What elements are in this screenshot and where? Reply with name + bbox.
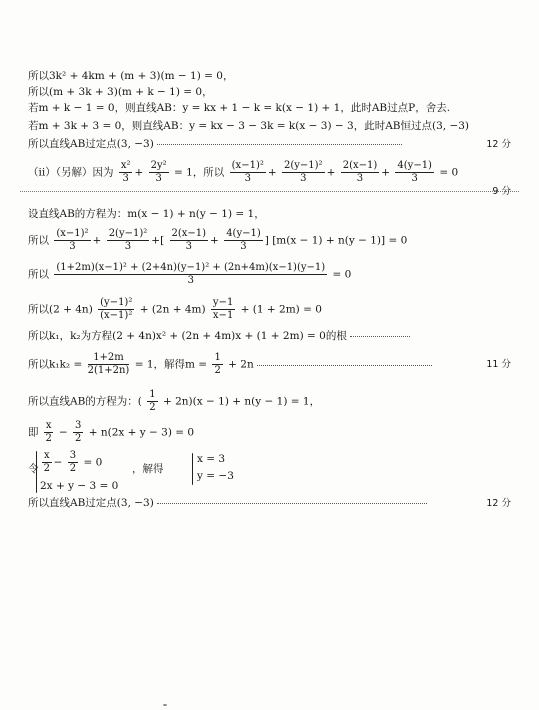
line-8-tail: [m(x − 1) + n(y − 1)] = 0 — [272, 234, 408, 247]
numerator: x — [44, 450, 50, 461]
equation-part: = 0 — [83, 456, 103, 469]
numerator: 3 — [69, 450, 77, 461]
right-brace — [192, 453, 193, 485]
score-label: 11 分 — [486, 359, 511, 370]
leader-dots — [257, 364, 432, 366]
line-7-text: 设直线AB的方程为：m(x − 1) + n(y − 1) = 1， — [28, 208, 265, 220]
fraction — [224, 228, 263, 253]
numerator: 1 — [214, 352, 221, 363]
fraction — [73, 420, 83, 445]
line-12-tail: + 2n — [228, 358, 254, 371]
line-14-tail: + n(2x + y − 3) = 0 — [88, 426, 195, 439]
line-2 — [28, 86, 511, 99]
line-12-lead: 所以k₁k₂ = — [28, 358, 83, 371]
line-11 — [28, 330, 511, 343]
line-8: 所以 $\frac{\text{(x−1)²}}{3}$ + $\frac{\text{2(y−1)²}}{3}$ +[ $\frac{2(x-1)}{3}$ + $\frac{4(y-1)}{3}$ ] [m(x − 1) + n(y − 1)] = 0 — [28, 228, 408, 252]
line-11-text: 所以k₁，k₂为方程(2 + 4n)x² + (2n + 4m)x + (1 + 2m) = 0的根 — [28, 330, 347, 342]
line-15-lead: 令 — [28, 463, 39, 475]
line-15-mid: ，解得 — [132, 463, 164, 475]
fraction — [211, 297, 235, 322]
line-13-tail: + 2n)(x − 1) + n(y − 1) = 1， — [162, 395, 321, 408]
numerator: 1+2m — [88, 352, 130, 365]
denominator: 3 — [155, 173, 162, 184]
numerator: 2(y−1)² — [108, 228, 148, 239]
line-4 — [28, 120, 511, 133]
numerator: x² — [120, 160, 131, 171]
solution-y: y = −3 — [197, 470, 234, 482]
fraction — [341, 160, 380, 185]
score-label: 12 分 — [486, 139, 511, 150]
denominator: 3 — [122, 173, 129, 184]
denominator: 2 — [149, 402, 156, 413]
left-brace — [36, 451, 37, 493]
fraction — [147, 389, 157, 414]
line-1 — [28, 70, 511, 83]
numerator: 1 — [149, 389, 156, 400]
denominator: 3 — [185, 241, 192, 252]
denominator: 3 — [411, 173, 418, 184]
line-6-lead: （ii）（另解）因为 — [28, 166, 114, 179]
fraction — [42, 450, 52, 475]
numerator: (x−1)² — [56, 228, 89, 239]
denominator: 3 — [356, 173, 364, 184]
line-10-mid: + (2n + 4m) — [139, 303, 206, 316]
line-1-text: 所以3k² + 4km + (m + 3)(m − 1) = 0， — [28, 70, 234, 82]
line-3 — [28, 102, 511, 115]
line-9-lead: 所以 — [28, 268, 49, 281]
denominator: 3 — [240, 241, 247, 252]
fraction — [119, 160, 133, 185]
line-7 — [28, 208, 511, 221]
line-13 — [28, 389, 511, 414]
denominator: 2 — [45, 433, 52, 444]
solution-x: x = 3 — [197, 453, 226, 465]
denominator: 3 — [300, 173, 307, 184]
denominator: 2 — [43, 463, 50, 474]
numerator: 3 — [74, 420, 82, 431]
equation-part: = 1 — [173, 166, 193, 179]
line-6-mid: ，所以 — [192, 166, 225, 179]
fraction — [212, 352, 222, 377]
numerator: 2(x−1) — [342, 160, 378, 171]
line-3-text: 若m + k − 1 = 0，则直线AB：y = kx + 1 − k = k(x − 1) + 1，此时AB过点P，舍去. — [28, 102, 451, 114]
fraction — [54, 262, 327, 287]
fraction — [44, 420, 54, 445]
line-13-lead: 所以直线AB的方程为：( — [28, 395, 142, 408]
line-12-mid: = 1，解得m = — [134, 358, 208, 371]
fraction — [88, 352, 130, 377]
fraction — [107, 228, 150, 253]
system-eq-1: $\frac{x}{2}$ − $\frac{3}{2}$ = 0 — [43, 450, 103, 474]
leader-dots — [157, 502, 427, 504]
fraction — [149, 160, 169, 185]
denominator: 2 — [74, 433, 82, 444]
denominator: 3 — [124, 241, 132, 252]
line-8-lead: 所以 — [28, 234, 49, 247]
numerator: (1+2m)(x−1)² + (2+4n)(y−1)² + (2n+4m)(x−1)(y−1) — [56, 262, 326, 273]
line-6: （ii）（另解）因为 $\frac{\text{x²}}{3}$ + $\frac{\text{2y²}}{3}$ = 1，所以 $\frac{\text{(x−1)²}}{3}$ + $\frac{\text{2(y−1)²}}{3}$ + $\frac{2(x-1)}{3}$ + $\frac{4(y-1)}{3}$ = 0 — [28, 160, 459, 184]
line-14 — [28, 420, 511, 445]
fraction — [170, 228, 209, 253]
fraction — [395, 160, 434, 185]
line-10-tail: + (1 + 2m) = 0 — [240, 303, 322, 316]
denominator: 2 — [214, 365, 221, 376]
numerator: x — [45, 420, 52, 431]
leader-dots — [20, 191, 519, 192]
line-16 — [28, 497, 511, 510]
denominator: 2(1+2n) — [87, 365, 130, 376]
fraction — [54, 228, 90, 253]
denominator: 3 — [244, 173, 251, 184]
line-16-text: 所以直线AB过定点(3, −3) — [28, 497, 154, 509]
denominator: x−1 — [212, 310, 234, 321]
numerator: 2(x−1) — [171, 228, 207, 239]
line-9-tail: = 0 — [332, 268, 352, 281]
system-eq-2: 2x + y − 3 = 0 — [40, 480, 119, 492]
equation-part: = 0 — [439, 166, 459, 179]
denominator: (x−1)² — [100, 310, 133, 321]
numerator: 2y² — [150, 160, 167, 171]
line-14-lead: 即 — [28, 426, 39, 439]
line-10-lead: 所以(2 + 4n) — [28, 303, 93, 316]
score-label: 12 分 — [486, 498, 511, 509]
line-4-text: 若m + 3k + 3 = 0，则直线AB：y = kx − 3 − 3k = k(x − 3) − 3，此时AB恒过点(3, −3) — [28, 120, 470, 132]
numerator: 4(y−1) — [397, 160, 432, 171]
score-label: 9 分 — [492, 186, 511, 197]
fraction — [98, 297, 134, 322]
fraction — [282, 160, 325, 185]
numerator: 2(y−1)² — [284, 160, 323, 171]
fraction — [230, 160, 266, 185]
line-9 — [28, 262, 511, 287]
leader-dots — [350, 335, 410, 337]
line-14-op: − — [58, 426, 68, 439]
fraction — [68, 450, 78, 475]
line-10 — [28, 297, 511, 322]
line-12 — [28, 352, 511, 377]
denominator: 3 — [69, 241, 76, 252]
numerator: (x−1)² — [231, 160, 264, 171]
numerator: y−1 — [212, 297, 234, 308]
line-5-text: 所以直线AB过定点(3, −3) — [28, 138, 154, 150]
denominator: 3 — [187, 275, 194, 286]
line-5 — [28, 138, 511, 151]
scan-speck — [163, 704, 167, 706]
leader-dots — [157, 143, 402, 145]
numerator: (y−1)² — [100, 297, 133, 308]
line-2-text: 所以(m + 3k + 3)(m + k − 1) = 0， — [28, 86, 213, 98]
denominator: 2 — [69, 463, 77, 474]
numerator: 4(y−1) — [226, 228, 261, 239]
